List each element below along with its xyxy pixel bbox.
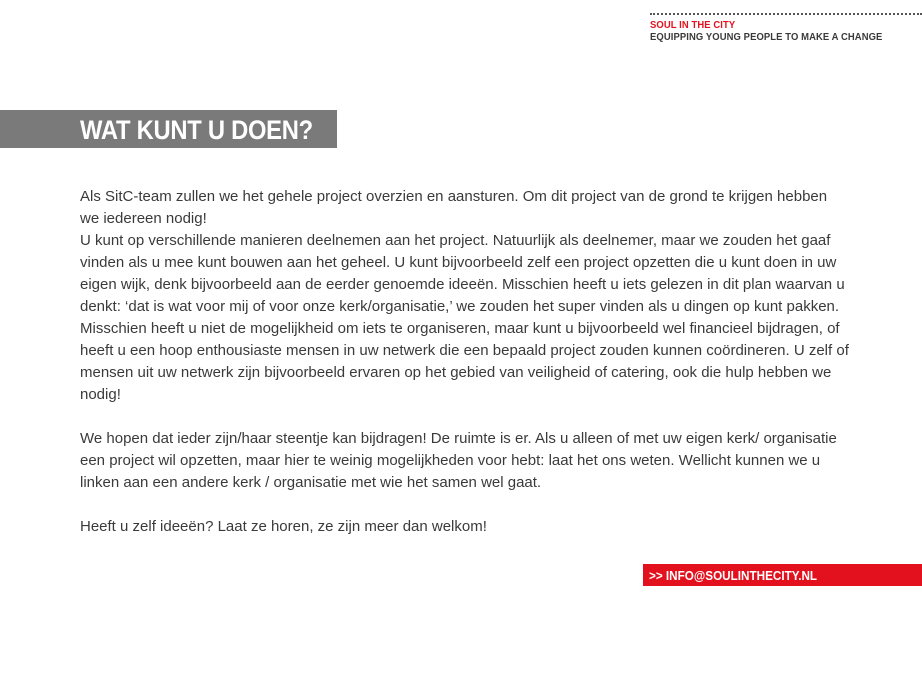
- paragraph-contribution: We hopen dat ieder zijn/haar steentje kan bijdragen! De ruimte is er. Als u alleen of met uw eigen kerk/ organisatie een project wil opzetten, maar hier te weinig mogelijkheden voor hebt: laat het ons weten. Wellicht kunnen we u linken aan een andere kerk / organisatie met wie het samen wel gaat.: [80, 430, 837, 491]
- brand-name: SOUL IN THE CITY: [650, 19, 736, 31]
- contact-email-link[interactable]: >> INFO@SOULINTHECITY.NL: [649, 568, 818, 583]
- contact-bar[interactable]: [643, 564, 922, 586]
- paragraph-participation: U kunt op verschillende manieren deelnemen aan het project. Natuurlijk als deelnemer, maar we zouden het gaaf vinden als u mee kunt bouwen aan het geheel. U kunt bijvoorbeeld zelf een project opzetten die u kunt doen in uw eigen wijk, denk bijvoorbeeld aan de eerder genoemde ideeën. Misschien heeft u iets gelezen in dit plan waarvan u denkt: ‘dat is wat voor mij of voor onze kerk/organisatie,’ we zouden het super vinden als u dingen op kunt pakken. Misschien heeft u niet de mogelijkheid om iets te organiseren, maar kunt u bijvoorbeeld wel financieel bijdragen, of heeft u een hoop enthousiaste mensen in uw netwerk die een bepaald project zouden kunnen coördineren. U zelf of mensen uit uw netwerk zijn bijvoorbeeld ervaren op het gebied van veiligheid of catering, ook die hulp hebben we nodig!: [80, 232, 849, 403]
- brand-tagline: EQUIPPING YOUNG PEOPLE TO MAKE A CHANGE: [650, 31, 883, 43]
- brand-header: [650, 13, 922, 43]
- paragraph-ideas: Heeft u zelf ideeën? Laat ze horen, ze zijn meer dan welkom!: [80, 518, 487, 535]
- body-text: [80, 186, 850, 538]
- page-title: WAT KUNT U DOEN?: [80, 115, 313, 145]
- paragraph-intro: Als SitC-team zullen we het gehele project overzien en aansturen. Om dit project van de grond te krijgen hebben we iedereen nodig!: [80, 188, 828, 227]
- title-bar: [0, 110, 337, 148]
